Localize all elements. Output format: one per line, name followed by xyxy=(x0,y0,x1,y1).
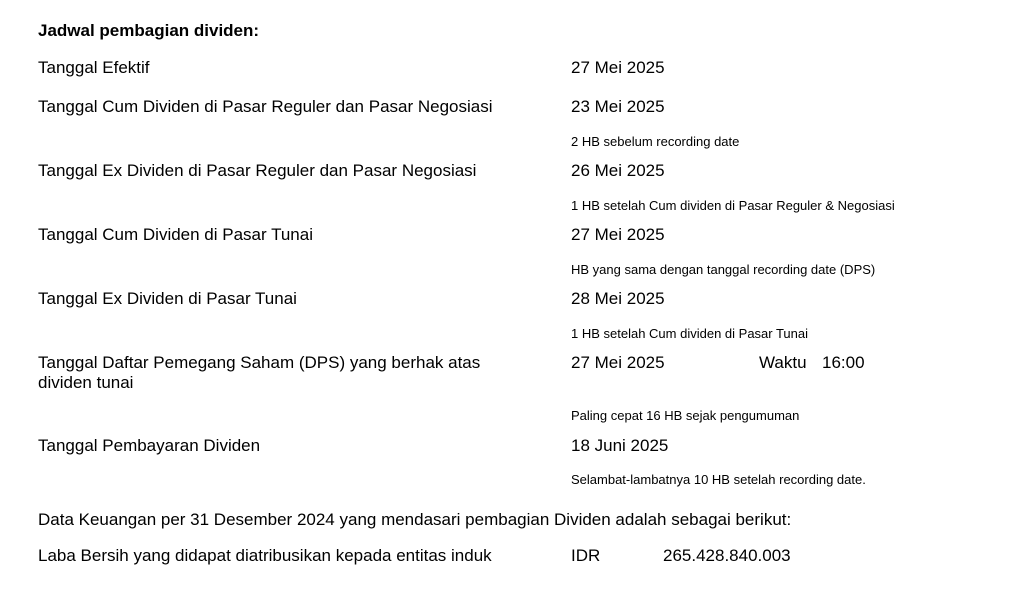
row-note-payment: Selambat-lambatnya 10 HB setelah recording date. xyxy=(571,472,866,487)
row-date-ex-cash: 28 Mei 2025 xyxy=(571,289,665,308)
financial-amount: 265.428.840.003 xyxy=(663,546,791,565)
financial-currency: IDR xyxy=(571,546,601,565)
row-note-cum-regular: 2 HB sebelum recording date xyxy=(571,134,740,149)
financial-intro: Data Keuangan per 31 Desember 2024 yang mendasari pembagian Dividen adalah sebagai berikut: xyxy=(38,510,792,529)
row-label-effective-date: Tanggal Efektif xyxy=(38,58,150,77)
row-date-ex-regular: 26 Mei 2025 xyxy=(571,161,665,180)
row-note-dps: Paling cepat 16 HB sejak pengumuman xyxy=(571,408,800,423)
row-label-cum-cash: Tanggal Cum Dividen di Pasar Tunai xyxy=(38,225,313,244)
row-label-ex-regular: Tanggal Ex Dividen di Pasar Reguler dan Pasar Negosiasi xyxy=(38,161,477,180)
row-date-cum-regular: 23 Mei 2025 xyxy=(571,97,665,116)
dps-time-label: Waktu xyxy=(759,353,807,372)
row-note-ex-regular: 1 HB setelah Cum dividen di Pasar Reguler & Negosiasi xyxy=(571,198,895,213)
row-date-payment: 18 Juni 2025 xyxy=(571,436,669,455)
schedule-heading: Jadwal pembagian dividen: xyxy=(38,21,260,40)
row-date-dps: 27 Mei 2025 xyxy=(571,353,665,372)
financial-label: Laba Bersih yang didapat diatribusikan kepada entitas induk xyxy=(38,546,492,565)
row-note-ex-cash: 1 HB setelah Cum dividen di Pasar Tunai xyxy=(571,326,809,341)
row-date-effective-date: 27 Mei 2025 xyxy=(571,58,665,77)
row-label-dps: Tanggal Daftar Pemegang Saham (DPS) yang berhak atas dividen tunai xyxy=(38,353,481,392)
row-label-cum-regular: Tanggal Cum Dividen di Pasar Reguler dan Pasar Negosiasi xyxy=(38,97,493,116)
dps-time-value: 16:00 xyxy=(822,353,865,372)
row-note-cum-cash: HB yang sama dengan tanggal recording date (DPS) xyxy=(571,262,876,277)
row-label-ex-cash: Tanggal Ex Dividen di Pasar Tunai xyxy=(38,289,297,308)
row-label-payment: Tanggal Pembayaran Dividen xyxy=(38,436,261,455)
row-date-cum-cash: 27 Mei 2025 xyxy=(571,225,665,244)
